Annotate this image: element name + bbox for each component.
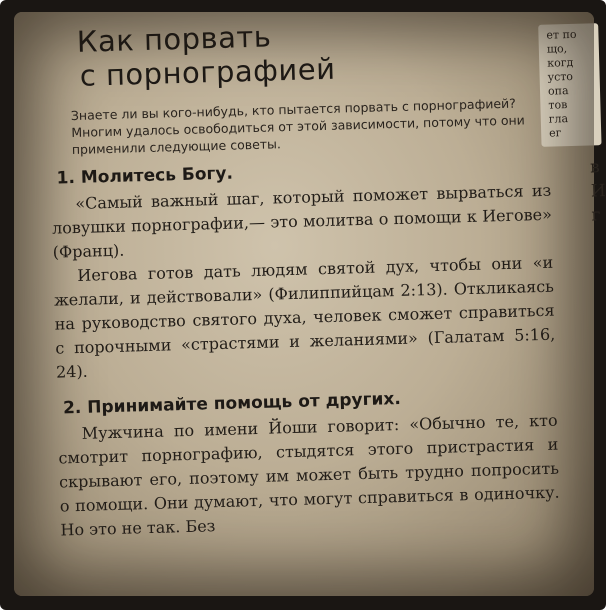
title-line-1: Как порвать: [76, 19, 272, 59]
adjacent-sidebar-card: [538, 23, 601, 147]
side-line: когд: [547, 55, 574, 70]
article-title: [76, 11, 590, 93]
article-column: [36, 0, 606, 543]
side-line: ет по: [546, 27, 577, 42]
side-text-line: в: [589, 157, 601, 178]
section-1-quote: «Самый важный шаг, который поможет вырваться из ловушки порнографии,— это молитва о помощи к Иегове» (Франц).: [51, 180, 553, 262]
article-intro: Знаете ли вы кого-нибудь, кто пытается порвать с порнографией? Многим удалось освободиться от этой зависимости, потому что они применили следующие советы.: [70, 95, 526, 158]
section-1-heading: 1. Молитесь Богу.: [56, 163, 234, 189]
side-line: що,: [546, 42, 568, 56]
side-text-line: И: [590, 181, 606, 202]
section-2-body: Мужчина по имени Йоши говорит: «Обычно те, кто смотрит порнографию, стыдятся этого пристрастия и скрывают его, поэтому им может быть трудно попросить о помощи. Они думают, что могут справиться в одиночку. Но это не так. Без: [58, 410, 560, 540]
magazine-page: [14, 12, 606, 596]
side-line: гла: [548, 112, 569, 126]
side-text-line: г: [591, 205, 601, 226]
side-line: ег: [549, 126, 562, 140]
title-line-2: с порнографией: [79, 51, 336, 93]
section-2-heading: 2. Принимайте помощь от других.: [62, 388, 402, 419]
side-line: усто: [547, 69, 574, 84]
side-line: тов: [548, 98, 568, 112]
side-line: опа: [547, 84, 569, 98]
adjacent-column: [538, 23, 604, 229]
section-1-body: Иегова готов дать людям святой дух, чтобы они «и желали, и действовали» (Филиппийцам 2:13). Откликаясь на руководство святого духа, человек сможет справиться с порочными «страстями и желаниями» (Галатам 5:16, 24).: [53, 252, 556, 382]
